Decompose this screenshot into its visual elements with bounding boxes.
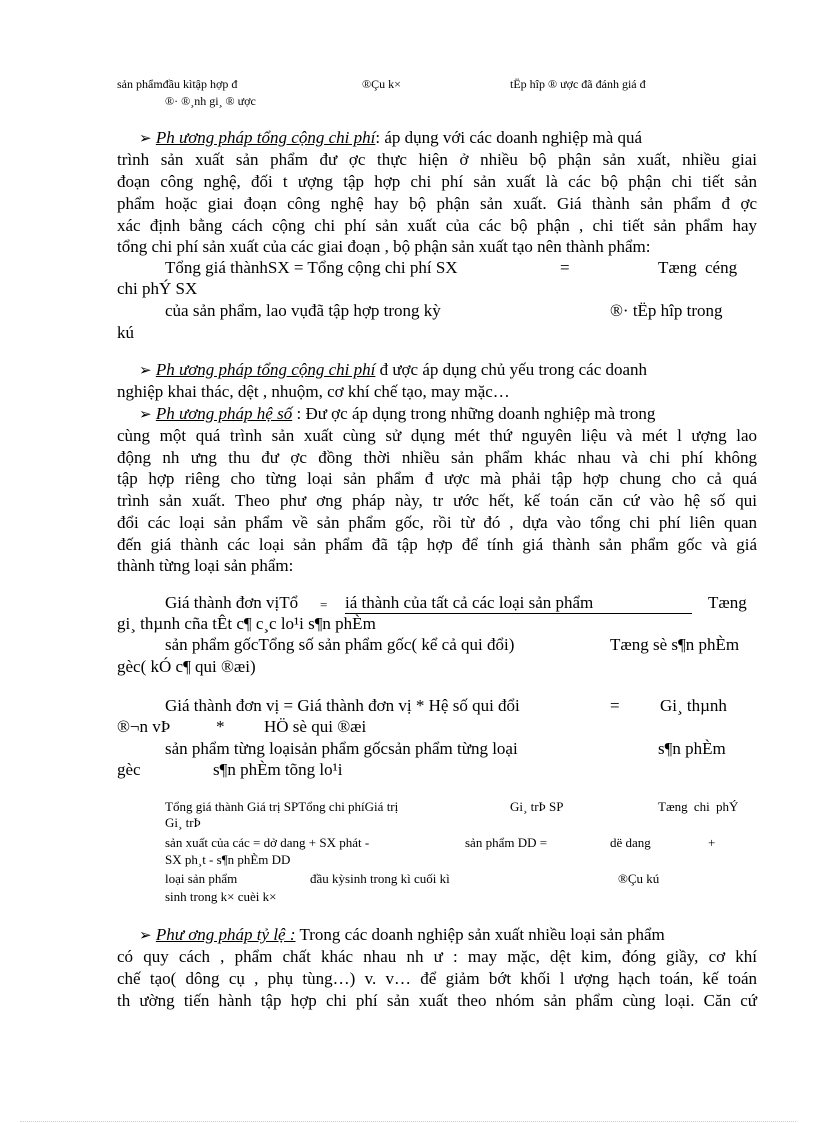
arrow-bullet-icon: ➢ [139,363,152,379]
formula-text: dë dang [610,835,651,850]
arrow-bullet-icon: ➢ [139,928,152,944]
formula-text: sản phẩm từng loạisản phẩm gốcsản phẩm từng loại [165,739,518,758]
paragraph-line: đến giá thành các loại sản phẩm đã tập hợp để tính giá thành sản phẩm gốc và giá [117,535,757,554]
formula-text: * [216,717,225,736]
method-heading: Ph ương pháp tổng cộng chi phí [155,360,376,379]
formula-text: kú [117,323,134,342]
header-text: ®· ®¸nh gi¸ ® ược [165,94,256,108]
formula-text: của sản phẩm, lao vụđã tập hợp trong kỳ [165,301,441,320]
formula-text: gi¸ thµnh cña tÊt c¶ c¸c lo¹i s¶n phÈm [117,614,376,633]
paragraph-line: có quy cách , phẩm chất khác nhau nh ư : may mặc, dệt kim, đóng giầy, cơ khí [117,947,757,966]
paragraph-line: ➢ Ph ương pháp tổng cộng chi phí đ ược áp dụng chủ yếu trong các doanh [139,360,648,379]
formula-text: sản phẩm DD = [465,835,548,850]
formula-text: Tæng céng [658,258,738,277]
formula-text: ®¬n vÞ [117,717,171,736]
method-heading: Ph ương pháp hệ số [155,404,293,423]
formula-text: Tæng chi phÝ [658,799,739,814]
paragraph-line: đổi các loại sản phẩm về sản phẩm gốc, rồi từ đó , dựa vào tổng chi phí liên quan [117,513,757,532]
formula-text: Tæng [708,593,747,612]
paragraph-line: động nh ưng thu đư ợc đồng thời nhiều sản phẩm khác nhau và chi phí không [117,448,757,467]
formula-text: Gi¸ trÞ SP [510,799,564,814]
paragraph-line: th ường tiến hành tập hợp chi phí sản xuất theo nhóm sản phẩm cùng loại. Căn cứ [117,991,757,1010]
formula-text: ®Çu kú [618,871,660,886]
paragraph-line: ➢ Phư ơng pháp tỷ lệ : Trong các doanh nghiệp sản xuất nhiều loại sản phẩm [139,925,665,944]
paragraph-line: phẩm hoặc giai đoạn công nghệ hay bộ phận sản xuất. Giá thành sản phẩm đ ợc [117,194,757,213]
page-bottom-divider [20,1121,796,1122]
formula-text: Gi¸ trÞ [165,815,201,830]
arrow-bullet-icon: ➢ [139,131,152,147]
paragraph-line: tập hợp riêng cho từng loại sản phẩm đ ược mà phải tập hợp chung cho cả quá [117,469,757,488]
formula-text: s¶n phÈm [658,739,726,758]
formula-text: đầu kỳsinh trong kì cuối kì [310,871,450,886]
formula-numerator: iá thành của tất cả các loại sản phẩm [345,593,692,614]
formula-text: Tæng sè s¶n phÈm [610,635,740,654]
formula-text: Giá thành đơn vịTổ [165,593,299,612]
paragraph-line: ➢ Ph ương pháp hệ số : Đư ợc áp dụng trong những doanh nghiệp mà trong [139,404,656,423]
formula-text: chi phÝ SX [117,279,198,298]
formula-text: + [708,835,716,850]
formula-text: loại sản phẩm [165,871,238,886]
paragraph-line: đoạn công nghệ, đối t ượng tập hợp chi phí sản xuất là các bộ phận chi tiết sản [117,172,757,191]
formula-text: gèc [117,760,141,779]
formula-text: Tổng giá thànhSX = Tổng cộng chi phí SX [165,258,458,277]
formula-text: sinh trong k× cuèi k× [165,889,277,904]
formula-text: = [320,597,328,612]
paragraph-line: chế tạo( dông cụ , phụ tùng…) v. v… để giảm bớt khối l ượng hạch toán, kế toán [117,969,757,988]
method-heading: Phư ơng pháp tỷ lệ : [155,925,296,944]
paragraph-line: tổng chi phí sản xuất của các giai đoạn , bộ phận sản xuất tạo nên thành phẩm: [117,237,651,256]
method-heading: Ph ương pháp tổng cộng chi phí [155,128,376,147]
formula-text: sản xuất của các = dở dang + SX phát - [165,835,370,850]
formula-text: sản phẩm gốcTổng số sản phẩm gốc( kể cả qui đổi) [165,635,515,654]
formula-text: ®· tËp hîp trong [610,301,723,320]
paragraph-text: áp dụng với các doanh nghiệp mà quá [384,128,643,147]
formula-text: Giá thành đơn vị = Giá thành đơn vị * Hệ số qui đổi [165,696,520,715]
paragraph-line: nghiệp khai thác, dệt , nhuộm, cơ khí chế tạo, may mặc… [117,382,510,401]
paragraph-line: thành từng loại sản phẩm: [117,556,294,575]
formula-text: HÖ sè qui ®æi [264,717,367,736]
formula-text: = [610,696,620,715]
paragraph-line: xác định bằng cách cộng chi phí sản xuất của các bộ phận , chi tiết sản phẩm hay [117,216,757,235]
paragraph-line: trình sản xuất sản phẩm đư ợc thực hiện ở nhiều bộ phận sản xuất, nhiều giai [117,150,757,169]
header-text: ®Çu k× [362,77,401,91]
paragraph-line: trình sản xuất. Theo phư ơng pháp này, tr ước hết, kế toán căn cứ vào hệ số qui [117,491,757,510]
paragraph-line: ➢ Ph ương pháp tổng cộng chi phí: áp dụng với các doanh nghiệp mà quá [139,128,643,147]
arrow-bullet-icon: ➢ [139,407,152,423]
formula-text: SX ph¸t - s¶n phÈm DD [165,852,291,867]
paragraph-line: cùng một quá trình sản xuất cùng sử dụng mét thứ nguyên liệu và mét l ượng lao [117,426,757,445]
formula-text: Tổng giá thành Giá trị SPTổng chi phíGiá trị [165,799,399,814]
formula-text: Gi¸ thµnh [660,696,727,715]
header-text: sản phẩmđầu kìtập hợp đ [117,77,238,91]
formula-text: s¶n phÈm tõng lo¹i [213,760,343,779]
formula-text: = [560,258,570,277]
formula-text: gèc( kÓ c¶ qui ®æi) [117,657,256,676]
header-text: tËp hîp ® ược đã đánh giá đ [510,77,646,91]
